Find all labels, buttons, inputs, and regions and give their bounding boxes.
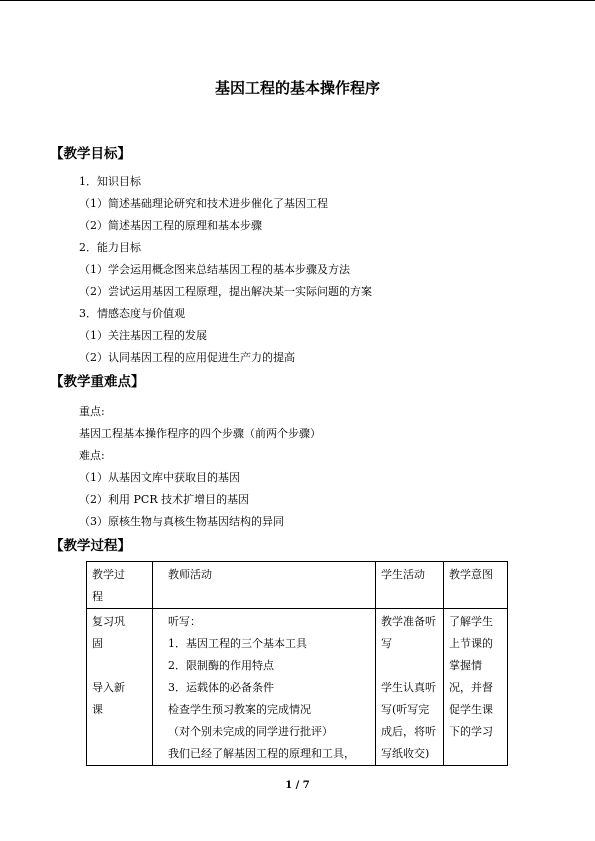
objective-line: （2）尝试运用基因工程原理，提出解决某一实际问题的方案 bbox=[79, 285, 372, 298]
student-activity-cell: 教学准备听 写 学生认真听 写(听写完 成后，将听 写纸收交) bbox=[376, 609, 444, 766]
header-teaching-intent: 教学意图 bbox=[444, 562, 508, 609]
objective-line: （2）认同基因工程的应用促进生产力的提高 bbox=[79, 351, 295, 364]
objective-line: 1．知识目标 bbox=[79, 175, 141, 188]
table-header-row bbox=[87, 562, 508, 609]
key-point-line: （1）从基因文库中获取目的基因 bbox=[79, 471, 240, 484]
table-row bbox=[87, 609, 508, 766]
header-student-activity: 学生活动 bbox=[376, 562, 444, 609]
teacher-activity-cell: 听写： 1．基因工程的三个基本工具 2．限制酶的作用特点 3．运载体的必备条件 检查学生预习教案的完成情况 （对个别未完成的同学进行批评） 我们已经了解基因工程的原理和工具， bbox=[153, 609, 376, 766]
page-number: 1 / 7 bbox=[285, 780, 310, 791]
objective-line: （1）关注基因工程的发展 bbox=[79, 329, 207, 342]
objective-line: （2）简述基因工程的原理和基本步骤 bbox=[79, 219, 262, 232]
page-title: 基因工程的基本操作程序 bbox=[214, 79, 380, 97]
key-point-line: （2）利用 PCR 技术扩增目的基因 bbox=[79, 493, 250, 506]
header-teacher-activity: 教师活动 bbox=[153, 562, 376, 609]
objective-line: （1）简述基础理论研究和技术进步催化了基因工程 bbox=[79, 197, 328, 210]
teaching-intent-cell: 了解学生 上节课的 掌握情 况，并督 促学生课 下的学习 bbox=[444, 609, 508, 766]
objectives-heading: 【教学目标】 bbox=[50, 146, 131, 162]
key-point-line: 难点: bbox=[79, 449, 105, 462]
key-point-line: 基因工程基本操作程序的四个步骤（前两个步骤） bbox=[79, 427, 321, 440]
header-rule bbox=[0, 0, 595, 1]
key-point-line: （3）原核生物与真核生物基因结构的异同 bbox=[79, 515, 284, 528]
process-heading: 【教学过程】 bbox=[50, 538, 131, 554]
objective-line: （1）学会运用概念图来总结基因工程的基本步骤及方法 bbox=[79, 263, 350, 276]
stage-cell: 复习巩 固 导入新 课 bbox=[87, 609, 153, 766]
objective-line: 3．情感态度与价值观 bbox=[79, 307, 185, 320]
teaching-process-table bbox=[86, 561, 508, 766]
key-points-heading: 【教学重难点】 bbox=[50, 374, 145, 390]
objective-line: 2．能力目标 bbox=[79, 241, 141, 254]
header-stage: 教学过 程 bbox=[87, 562, 153, 609]
key-point-line: 重点: bbox=[79, 405, 105, 418]
